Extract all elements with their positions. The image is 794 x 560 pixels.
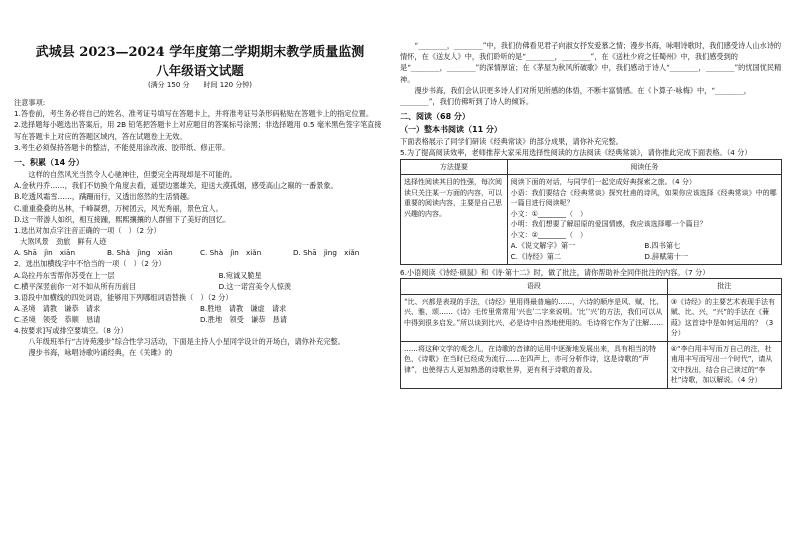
- question-4: 4.按要求]写或排空要填空。（8 分）: [14, 325, 128, 335]
- question-3-options: [14, 303, 386, 325]
- option[interactable]: D.辞赋第十一: [644, 252, 689, 262]
- table-row: [401, 294, 782, 341]
- option[interactable]: A.圣境 请教 谦恭 请求: [14, 303, 101, 313]
- question-1: 1.选出对加点字注音正确的一项（ ）（2 分）: [14, 226, 161, 236]
- option[interactable]: C.圣境 领受 恭顺 恳请: [14, 314, 101, 324]
- fill-blank-text: 漫步书海，我们会认识更多诗人们对所见所感的体悟，不断丰富情感。在《卜算子·咏梅》中，“________，________”，我们仿佛听到了诗人的倾诉。: [400, 85, 751, 107]
- subsection-heading: （一）整本书阅读（11 分）: [400, 125, 502, 135]
- passage-line: B.吃透风霜雪……，蹒跚而行，又透出悠然的生活情趣。: [14, 192, 195, 202]
- table-header: 方法提要: [401, 159, 508, 175]
- page-title: 武城县 2023—2024 学年度第二学期期末教学质量监测: [35, 45, 365, 60]
- option[interactable]: D.这一诺宫美令人惊羡: [218, 281, 292, 291]
- option[interactable]: C. Shà jìn xiǎn: [200, 248, 262, 258]
- notice-heading: 注意事项:: [14, 98, 46, 107]
- passage-line: 这样的自然风光当然令人心驰神往，但要完全再现却是不可能的。: [28, 170, 237, 180]
- section-heading: 二、阅读（68 分）: [400, 112, 470, 122]
- option[interactable]: D. Shā jìng xiǎn: [293, 248, 360, 258]
- right-column: [400, 40, 782, 389]
- option[interactable]: A.岛拉丹东雪帮你苏受在上一层: [14, 270, 115, 280]
- table-header: 批注: [667, 279, 781, 295]
- question-2-options: [14, 270, 386, 292]
- task-line: 小文：①________（ ）: [510, 209, 587, 218]
- option[interactable]: B.四书第七: [644, 241, 681, 251]
- passage: [14, 169, 386, 225]
- passage-cell: “比、兴都是表现的手法，《诗经》里用得最普遍的……，六诗的顺序是风、赋、比、兴、雅、颂……《诗》毛传里常常用‘兴也’二字来说明。‘比’‘兴’的方法，我们可以从中得到很多启发。”所以谈到比兴，必是诗中自然地使用的。毛诗将它作为了注解……: [401, 294, 668, 341]
- left-column: [14, 44, 386, 358]
- option[interactable]: A.《说文解字》第一: [510, 241, 576, 251]
- option[interactable]: D.胜地 领受 谦恭 恳请: [200, 314, 287, 324]
- notice-item: 3.考生必须保持答题卡的整洁，不能使用涂改液、胶带纸、修正带。: [14, 142, 230, 152]
- question-5: 5.为了提高阅读效率，老师推荐大家采用选择性阅读的方法阅读《经典常谈》，请你推此完成下面表格。（4 分）: [400, 148, 752, 158]
- task-line: 小文：②________（ ）: [510, 230, 587, 239]
- question-6: 6.小语阅读《诗经·硕鼠》和《诗·第十二》时，做了批注，请你帮助补全同伴批注的内容。（7 分）: [400, 268, 710, 278]
- annotation-table: [400, 278, 782, 389]
- option[interactable]: C.《诗经》第二: [510, 252, 562, 262]
- question-3: 3.语段中加横线的四处词语，能够用下列哪组词语替换（ ）（2 分）: [14, 292, 233, 302]
- option[interactable]: C.横平深竖前你一对不如从所有历前目: [14, 281, 137, 291]
- question-4-end: 漫步书海，咏唱诗歌吟诵经典，在《关雎》的: [28, 348, 173, 358]
- option[interactable]: A. Shā jìn xiān: [14, 248, 76, 258]
- task-line: 阅读下面的对话，与同学们一起完成好典探索之旅。（4 分）: [510, 178, 696, 187]
- fill-blank-text: “________，________”中，我们仿佛看见君子向淑女抒发爱慕之情；漫步书海，咏唱诗歌时，我们感受诗人山水诗的情怀，在《送友人》中，我们聆听的是“________，________”，在《送杜少府之任蜀州》中，我们感受到的是“________，________”的深情厚谊；在《茅屋为秋风所破歌》中，我们感动于诗人“________，________”的忧国忧民精神。: [400, 41, 782, 84]
- section-intro: 下面表格展示了同学们研读《经典常谈》的部分成果，请你补充完整。: [400, 137, 623, 147]
- passage-cell: ……将这种文学的观念儿，在诗歌的音律的运用中逐渐地发展出来，具有相当的特色，《诗歌》在当时已经成为流行……在四声上，亦可分析作诗，这是诗歌的“声律”，也使得古人更加熟悉的诗歌世界，更有利于诗歌的普及。: [401, 341, 668, 388]
- option[interactable]: B. Shà jìng xiān: [107, 248, 173, 258]
- passage-line: A.金秋丹乔……，我们不妨换个角度去看，遥望边塞雄关，迎送大漠孤烟，感受高山之巅的一番景象。: [14, 181, 338, 191]
- notice-item: 1.答卷前，考生务必将自己的姓名、准考证号填写在答题卡上，并将准考证号条形码粘贴在答题卡上的指定位置。: [14, 109, 374, 119]
- task-cell: [507, 175, 781, 265]
- option[interactable]: B.胜地 请教 谦虚 请求: [200, 303, 287, 313]
- table-header: 语段: [401, 279, 668, 295]
- question-1-words: 大煞风景 劲旅 鲜有人迹: [20, 237, 107, 247]
- exam-meta: (满分 150 分 时间 120 分钟): [147, 81, 253, 89]
- task-line: 小明：我们想要了解屈原的爱国情感，我应该选择哪一个篇目？: [510, 220, 707, 229]
- section-heading: 一、积累（14 分）: [14, 158, 84, 168]
- question-2: 2．选出加横线字中不恰当的一项（ ）（2 分）: [14, 259, 166, 269]
- reading-table: [400, 159, 782, 266]
- note-cell: ④“李白用丰写而万自己的注，杜甫用丰写而写出一个时代”，请从文中找出，结合自己读过的“李杜”诗歌，加以解说。（4 分）: [667, 341, 781, 388]
- note-cell: ③《诗经》的主要艺术表现手法有赋、比、兴，“兴”的手法在《蒹葭》这首诗中是如何运用的？（3 分）: [667, 294, 781, 341]
- question-4-text: 八年级班举行“古诗苑漫步”综合性学习活动，下面是主持人小星同学设计的开场白，请你补充完整。: [28, 337, 345, 347]
- option[interactable]: B.宛诚又脆星: [218, 270, 262, 280]
- table-row: [401, 341, 782, 388]
- question-1-options: [14, 247, 386, 258]
- passage-line: C.重重叠叠的丛林，千峰凝碧，万树团云，风光秀丽，景色宜人。: [14, 203, 223, 213]
- page-subtitle: 八年级语文试题: [156, 63, 244, 78]
- task-line: 小语：我们要结合《经典常谈》探究杜甫的诗风，如果你应该选择《经典常谈》中的哪一篇目进行阅读呢？: [510, 188, 777, 208]
- task-options: [511, 240, 778, 262]
- method-cell: 选择性阅读其目的性强，每次阅读只关注某一方面的内容，可以重要的阅读内容，主要是自己思兴趣的内容。: [401, 175, 508, 265]
- passage-line: D.这一带游人如织，相互接踵，熙熙攘攘的人群留下了美好的回忆。: [14, 214, 231, 224]
- table-header: 阅读任务: [507, 159, 781, 175]
- notice-item: 2.选择题每小题选出答案后，用 2B 铅笔把答题卡上对应题目的答案标号涂黑；非选择题用 0.5 毫米黑色签字笔直接写在答题卡上对应的答题区域内，答在试题卷上无效。: [14, 120, 382, 141]
